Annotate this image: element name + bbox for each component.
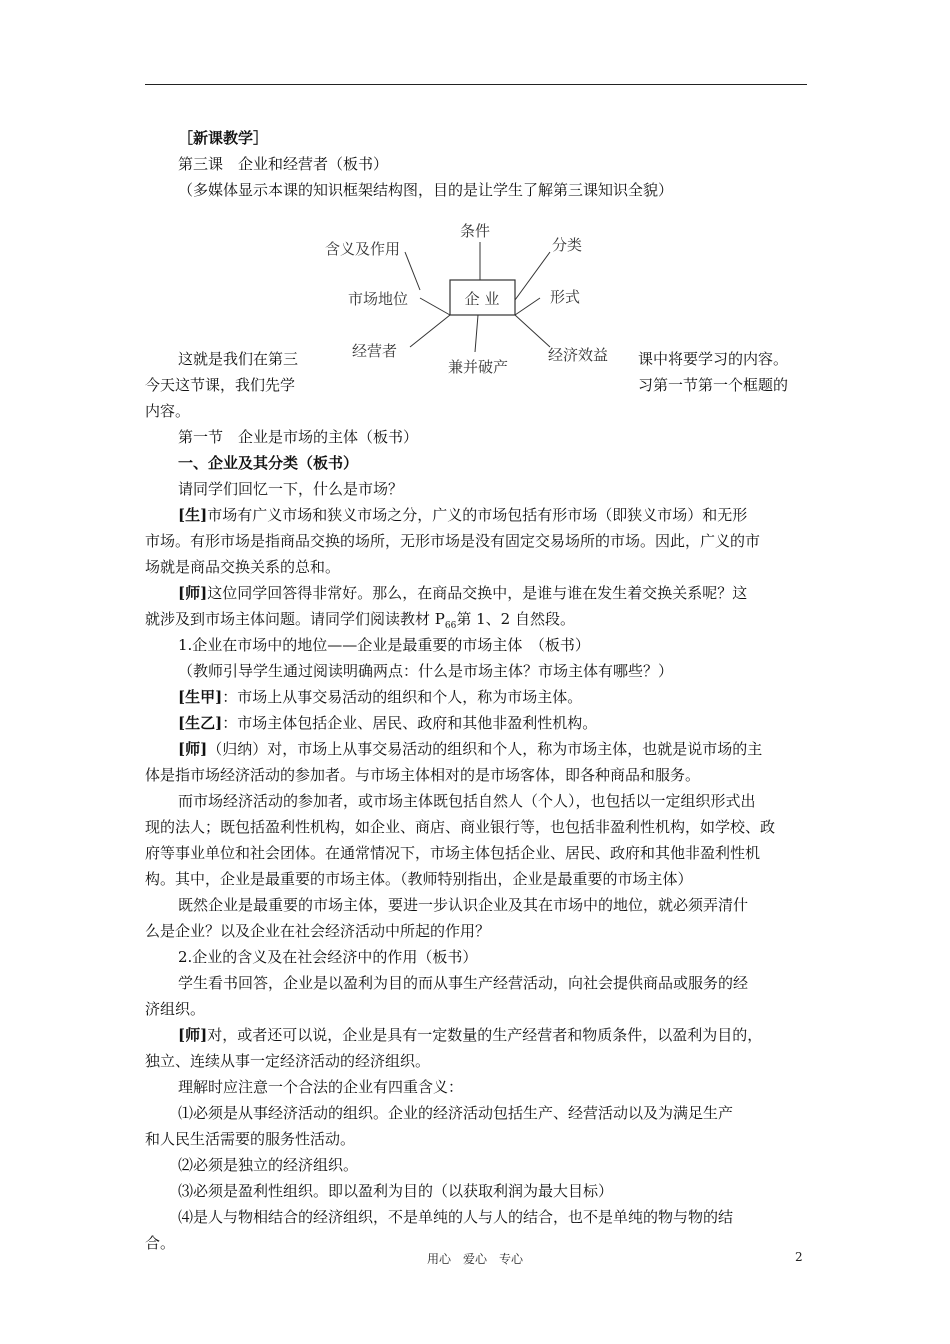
teacher-remark: [师]这位同学回答得非常好。那么，在商品交换中，是谁与谁在发生着交换关系呢？这 — [178, 584, 748, 602]
meaning-item-3: ⑶必须是盈利性组织。即以盈利为目的（以获取利润为最大目标） — [178, 1182, 614, 1200]
lesson-title: 第三课 企业和经营者（板书） — [178, 155, 389, 173]
student-jia-answer: [生甲]：市场上从事交易活动的组织和个人，称为市场主体。 — [178, 688, 583, 706]
student-answer-cont: 场就是商品交换关系的总和。 — [145, 558, 341, 576]
meaning-item-4: ⑷是人与物相结合的经济组织，不是单纯的人与人的结合，也不是单纯的物与物的结 — [178, 1208, 734, 1226]
paragraph-cont: 府等事业单位和社会团体。在通常情况下，市场主体包括企业、居民、政府和其他非盈利性机 — [145, 844, 761, 862]
speaker-tag: [生乙] — [178, 714, 223, 732]
paragraph: 学生看书回答，企业是以盈利为目的而从事生产经营活动，向社会提供商品或服务的经 — [178, 974, 749, 992]
student-answer-cont: 市场。有形市场是指商品交换的场所，无形市场是没有固定交易场所的市场。因此，广义的市 — [145, 532, 761, 550]
knowledge-framework-diagram — [310, 212, 640, 384]
speaker-tag: [生] — [178, 506, 208, 524]
speaker-tag: [生甲] — [178, 688, 223, 706]
paragraph-cont: 构。其中，企业是最重要的市场主体。（教师特别指出，企业是最重要的市场主体） — [145, 870, 693, 888]
speaker-tag: [师] — [178, 584, 208, 602]
note-teacher-guide: （教师引导学生通过阅读明确两点：什么是市场主体？市场主体有哪些？） — [178, 662, 674, 680]
question-text: 请同学们回忆一下，什么是市场？ — [178, 480, 404, 498]
diagram-node: 市场地位 — [348, 290, 409, 308]
diagram-node: 经营者 — [352, 342, 398, 360]
paragraph-cont: 么是企业？以及企业在社会经济活动中所起的作用？ — [145, 922, 491, 940]
diagram-node: 形式 — [550, 288, 581, 306]
meaning-item-1: ⑴必须是从事经济活动的组织。企业的经济活动包括生产、经营活动以及为满足生产 — [178, 1104, 734, 1122]
wrap-right-2: 习第一节第一个框题的 — [638, 376, 789, 394]
diagram-node: 条件 — [460, 222, 491, 240]
meaning-item-1-cont: 和人民生活需要的服务性活动。 — [145, 1130, 356, 1148]
wrap-right-1: 课中将要学习的内容。 — [638, 350, 789, 368]
header-rule — [145, 84, 807, 85]
diagram-center: 企 业 — [464, 290, 500, 308]
teacher-definition: [师]对，或者还可以说，企业是具有一定数量的生产经营者和物质条件，以盈利为目的， — [178, 1026, 763, 1044]
meaning-item-4-cont: 合。 — [145, 1234, 176, 1252]
paragraph: 既然企业是最重要的市场主体，要进一步认识企业及其在市场中的地位，就必须弄清什 — [178, 896, 749, 914]
wrap-left-1: 这就是我们在第三 — [178, 350, 299, 368]
speaker-tag: [师] — [178, 1026, 208, 1044]
page-number: 2 — [795, 1250, 803, 1264]
student-yi-answer: [生乙]：市场主体包括企业、居民、政府和其他非盈利性机构。 — [178, 714, 598, 732]
teacher-summary-cont: 体是指市场经济活动的参加者。与市场主体相对的是市场客体，即各种商品和服务。 — [145, 766, 701, 784]
teacher-definition-cont: 独立、连续从事一定经济活动的经济组织。 — [145, 1052, 431, 1070]
section-title: 第一节 企业是市场的主体（板书） — [178, 428, 419, 446]
speaker-tag: [师] — [178, 740, 208, 758]
note-multimedia: （多媒体显示本课的知识框架结构图，目的是让学生了解第三课知识全貌） — [178, 181, 674, 199]
paragraph-cont: 现的法人；既包括盈利性机构，如企业、商店、商业银行等，也包括非盈利性机构，如学校、政 — [145, 818, 776, 836]
subsection-title: 一、企业及其分类（板书） — [178, 454, 359, 472]
meaning-item-2: ⑵必须是独立的经济组织。 — [178, 1156, 359, 1174]
wrap-line-3: 内容。 — [145, 402, 191, 420]
diagram-node: 经济效益 — [548, 346, 609, 364]
student-answer: [生]市场有广义市场和狭义市场之分，广义的市场包括有形市场（即狭义市场）和无形 — [178, 506, 748, 524]
diagram-node: 含义及作用 — [325, 240, 401, 258]
board-item-1: 1.企业在市场中的地位——企业是最重要的市场主体 （板书） — [178, 636, 590, 654]
teacher-remark-cont: 就涉及到市场主体问题。请同学们阅读教材 $P_{66}$第 1、2 自然段。 — [145, 610, 575, 631]
paragraph-cont: 济组织。 — [145, 1000, 206, 1018]
paragraph: 理解时应注意一个合法的企业有四重含义： — [178, 1078, 464, 1096]
teacher-summary: [师]（归纳）对，市场上从事交易活动的组织和个人，称为市场主体，也就是说市场的主 — [178, 740, 763, 758]
board-item-2: 2.企业的含义及在社会经济中的作用（板书） — [178, 948, 478, 966]
diagram-node: 兼并破产 — [448, 358, 509, 376]
diagram-node: 分类 — [552, 236, 583, 254]
page-footer: 用心 爱心 专心 — [426, 1252, 523, 1266]
paragraph: 而市场经济活动的参加者，或市场主体既包括自然人（个人），也包括以一定组织形式出 — [178, 792, 756, 810]
section-heading: ［新课教学］ — [178, 129, 269, 147]
wrap-left-2: 今天这节课，我们先学 — [145, 376, 296, 394]
